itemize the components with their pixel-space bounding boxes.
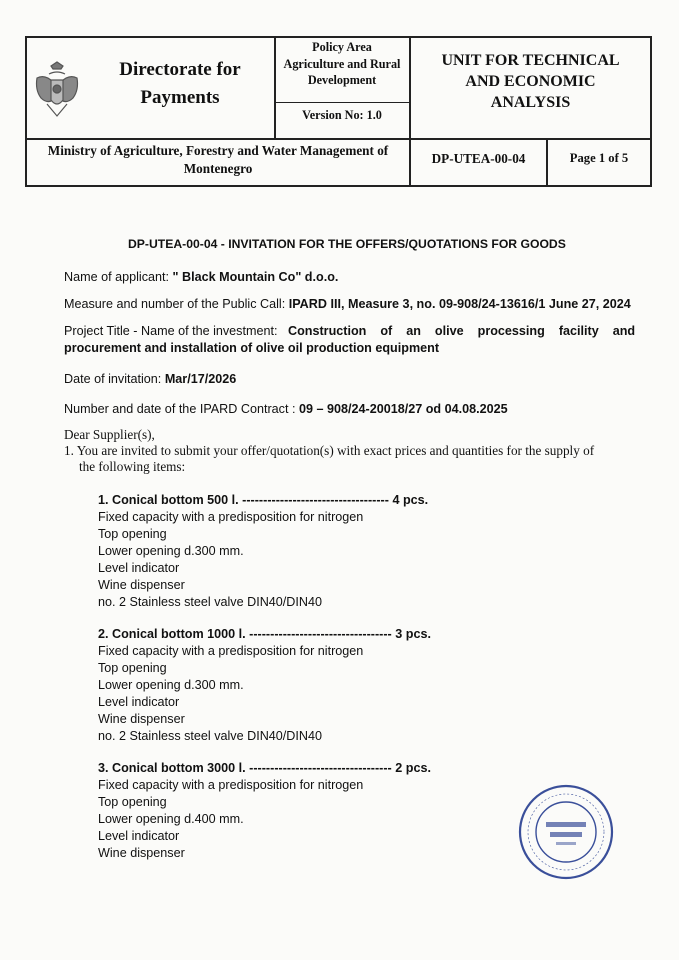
item-1-spec: no. 2 Stainless steel valve DIN40/DIN40 [98, 595, 323, 609]
intro-line1: 1. You are invited to submit your offer/quotation(s) with exact prices and quantities for the supply of [64, 443, 595, 458]
item-3-spec: Level indicator [98, 829, 180, 843]
header-divider-horizontal [27, 138, 650, 140]
item-2-heading: 2. Conical bottom 1000 l. ---------------------------------- 3 pcs. [98, 627, 431, 641]
date-label: Date of invitation: [64, 372, 165, 386]
policy-area: Policy Area Agriculture and Rural Development [283, 40, 401, 87]
applicant-value: " Black Mountain Co" d.o.o. [172, 270, 339, 284]
unit-title: UNIT FOR TECHNICAL AND ECONOMIC ANALYSIS [441, 52, 620, 111]
applicant-label: Name of applicant: [64, 270, 173, 284]
contract-label: Number and date of the IPARD Contract : [64, 402, 299, 416]
project-value-line1: Construction of an olive processing facility and [288, 324, 636, 338]
item-1-spec: Level indicator [98, 561, 180, 575]
applicant-line [64, 269, 338, 285]
contract-value: 09 – 908/24-20018/27 od 04.08.2025 [298, 402, 508, 416]
measure-label: Measure and number of the Public Call: [64, 297, 289, 311]
project-value-line2: procurement and installation of olive oil production equipment [64, 341, 440, 355]
item-2-spec: Level indicator [98, 695, 180, 709]
document-code: DP-UTEA-00-04 [431, 151, 526, 166]
measure-line [64, 296, 631, 312]
header-table [25, 36, 652, 187]
contract-line [64, 401, 508, 417]
item-3-spec: Lower opening d.400 mm. [98, 812, 244, 826]
version-number: Version No: 1.0 [302, 108, 382, 122]
item-3-heading: 3. Conical bottom 3000 l. ---------------------------------- 2 pcs. [98, 761, 431, 775]
document-title: DP-UTEA-00-04 - INVITATION FOR THE OFFERS/QUOTATIONS FOR GOODS [128, 237, 566, 251]
item-1-spec: Lower opening d.300 mm. [98, 544, 244, 558]
item-2-spec: Top opening [98, 661, 167, 675]
greeting: Dear Supplier(s), [64, 427, 155, 442]
project-label: Project Title - Name of the investment: [64, 324, 278, 338]
item-1-spec: Wine dispenser [98, 578, 185, 592]
item-1-spec: Top opening [98, 527, 167, 541]
intro-line2: the following items: [79, 459, 186, 474]
item-1-heading: 1. Conical bottom 500 l. ----------------------------------- 4 pcs. [98, 493, 429, 507]
item-2-spec: Lower opening d.300 mm. [98, 678, 244, 692]
item-3-spec: Wine dispenser [98, 846, 185, 860]
item-3-spec: Top opening [98, 795, 167, 809]
page-indicator: Page 1 of 5 [569, 151, 629, 165]
ministry-name: Ministry of Agriculture, Forestry and Water Management of Montenegro [47, 143, 389, 176]
date-value: Mar/17/2026 [164, 372, 237, 386]
item-3-spec: Fixed capacity with a predisposition for nitrogen [98, 778, 364, 792]
item-2-spec: no. 2 Stainless steel valve DIN40/DIN40 [98, 729, 323, 743]
item-2-spec: Fixed capacity with a predisposition for nitrogen [98, 644, 364, 658]
item-2-spec: Wine dispenser [98, 712, 185, 726]
directorate-title: Directorate for Payments [119, 59, 241, 108]
company-stamp-icon [516, 782, 616, 882]
header-version-divider [275, 102, 409, 103]
date-line [64, 371, 236, 387]
item-1-spec: Fixed capacity with a predisposition for nitrogen [98, 510, 364, 524]
montenegro-coat-of-arms-icon [31, 60, 83, 120]
measure-value: IPARD III, Measure 3, no. 09-908/24-13616/1 June 27, 2024 [288, 297, 631, 311]
